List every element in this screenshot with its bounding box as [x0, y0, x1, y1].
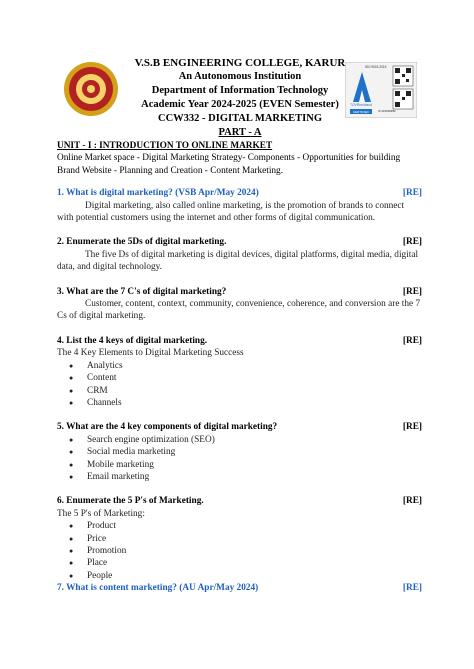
answer-4-list — [57, 360, 422, 410]
list-item: ● Channels — [87, 397, 422, 409]
list-item: ● Analytics — [87, 360, 422, 372]
question-7 — [57, 582, 422, 594]
answer-2: The five Ds of digital marketing is digital devices, digital platforms, digital media, digital data, and digital technology. — [57, 249, 419, 273]
list-item: ● Price — [87, 533, 422, 545]
cert-iso-text: ISO 9001:2015 — [365, 65, 387, 69]
question-text: 1. What is digital marketing? (VSB Apr/May 2024) — [57, 188, 259, 199]
question-text: 3. What are the 7 C's of digital marketing? — [57, 286, 227, 297]
question-text: 7. What is content marketing? (AU Apr/May 2024) — [57, 583, 259, 594]
question-4 — [57, 335, 422, 347]
question-tag: [RE] — [402, 422, 422, 433]
question-1 — [57, 187, 422, 199]
answer-6-list — [57, 520, 422, 582]
answer-5-list — [57, 434, 422, 484]
answer-4-lead: The 4 Key Elements to Digital Marketing Success — [57, 348, 244, 359]
question-tag: [RE] — [402, 496, 422, 507]
cert-id-text: ID 9105089882 — [378, 110, 396, 113]
list-item: ● Email marketing — [87, 471, 422, 483]
unit-title: UNIT - I : INTRODUCTION TO ONLINE MARKET — [57, 141, 273, 151]
unit-description: Online Market space - Digital Marketing Strategy- Components - Opportunities for building Brand Website - Planning and Creation - Content Marketing. — [57, 153, 401, 176]
question-text: 4. List the 4 keys of digital marketing. — [57, 335, 208, 346]
question-tag: [RE] — [402, 335, 422, 346]
college-name: V.S.B ENGINEERING COLLEGE, KARUR — [134, 57, 346, 69]
academic-year: Academic Year 2024-2025 (EVEN Semester) — [141, 99, 339, 110]
department-name: Department of Information Technology — [151, 85, 329, 96]
institution-type: An Autonomous Institution — [178, 71, 302, 82]
question-5 — [57, 421, 422, 433]
list-item: ● Product — [87, 520, 422, 532]
question-text: 6. Enumerate the 5 P's of Marketing. — [57, 496, 204, 507]
question-text: 5. What are the 4 key components of digital marketing? — [57, 422, 278, 433]
document-header — [110, 56, 373, 140]
list-item: ● CRM — [87, 385, 422, 397]
question-tag: [RE] — [402, 286, 422, 297]
list-item: ● People — [87, 570, 422, 582]
cert-label-text: CERTIFIED — [353, 109, 369, 114]
question-6 — [57, 495, 422, 507]
answer-1: Digital marketing, also called online marketing, is the promotion of brands to connect with potential customers using the internet and other forms of digital communication. — [57, 200, 405, 224]
question-text: 2. Enumerate the 5Ds of digital marketing. — [57, 237, 227, 248]
question-2 — [57, 236, 422, 248]
question-tag: [RE] — [402, 583, 422, 594]
list-item: ● Content — [87, 372, 422, 384]
cert-brand-text: TÜVRheinland — [350, 103, 373, 107]
list-item: ● Place — [87, 557, 422, 569]
list-item: ● Mobile marketing — [87, 459, 422, 471]
answer-6-lead: The 5 P's of Marketing: — [57, 508, 145, 519]
document-body — [57, 140, 422, 595]
answer-3: Customer, content, context, community, convenience, coherence, and conversion are the 7 Cs of digital marketing. — [57, 299, 421, 322]
list-item: ● Social media marketing — [87, 446, 422, 458]
list-item: ● Search engine optimization (SEO) — [87, 434, 422, 446]
course-title: CCW332 - DIGITAL MARKETING — [157, 113, 323, 124]
question-tag: [RE] — [402, 237, 422, 248]
list-item: ● Promotion — [87, 545, 422, 557]
question-tag: [RE] — [402, 188, 422, 199]
part-heading: PART - A — [218, 127, 262, 138]
question-3 — [57, 286, 422, 298]
